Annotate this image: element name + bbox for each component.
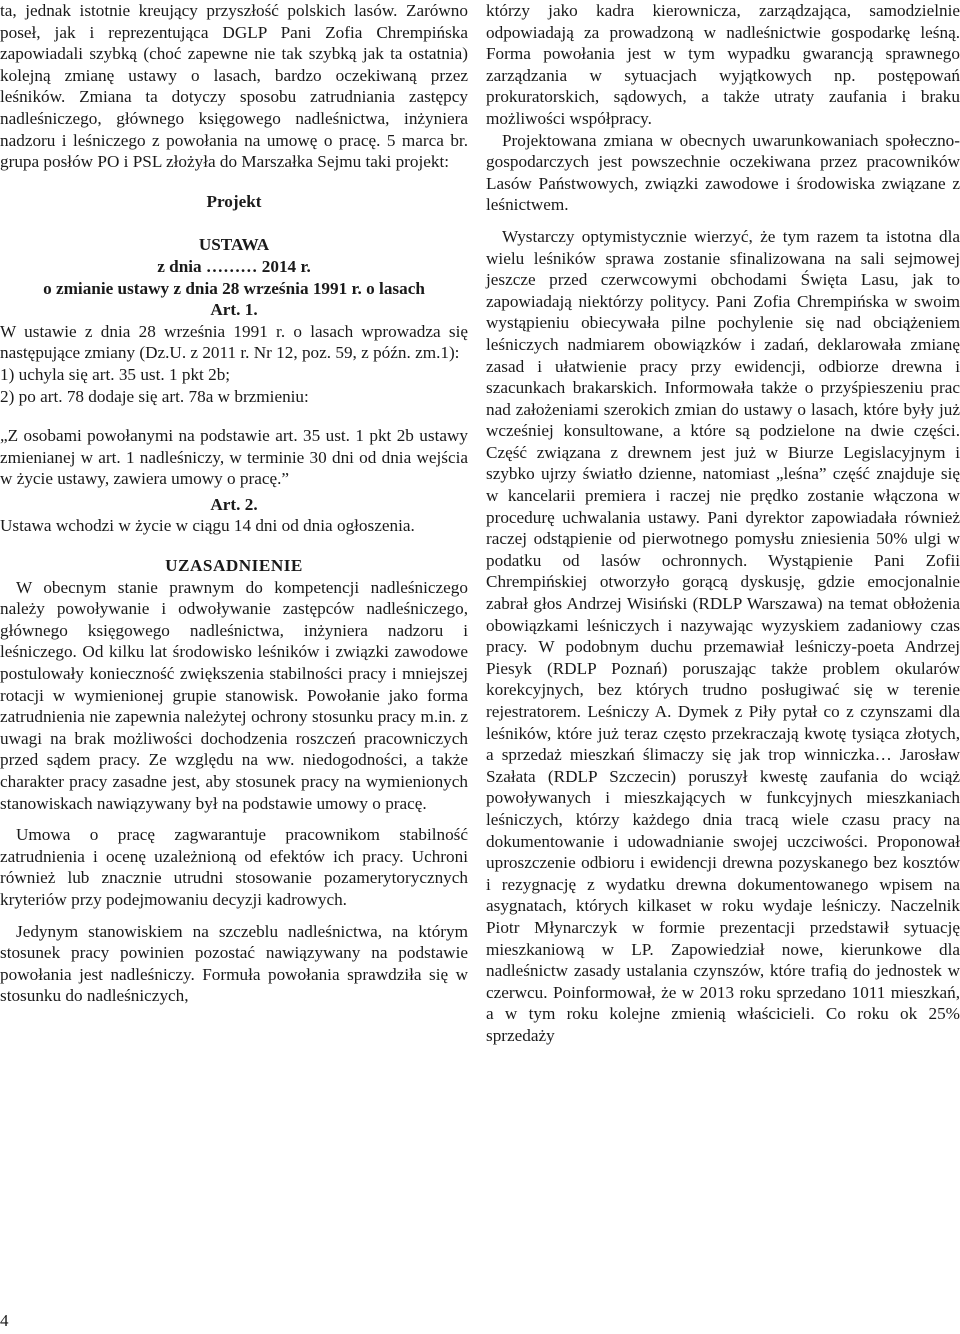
uzasadnienie-paragraph-2: Umowa o pracę zagwarantuje pracownikom stabilność zatrudnienia i ocenę uzależnioną od efektów ich pracy. Uchroni również lub znacznie utrudni stosowanie pozamerytorycznych kryteriów przy podejmowaniu decyzji kadrowych. (0, 825, 468, 909)
quoted-provision: „Z osobami powołanymi na podstawie art. 35 ust. 1 pkt 2b ustawy zmienianej w art. 1 nadleśniczy, w terminie 30 dni od dnia wejścia w życie ustawy, zawiera umowy o pracę.” (0, 426, 468, 489)
art1-point-1: 1) uchyla się art. 35 ust. 1 pkt 2b; (0, 364, 231, 384)
law-date: z dnia ……… 2014 r. (157, 256, 311, 276)
right-column (486, 0, 960, 1047)
intro-paragraph: ta, jednak istotnie kreujący przyszłość polskich lasów. Zarówno poseł, jak i reprezentująca DGLP Pani Zofia Chrempińska zapowiadali szybką (choć zapewne nie tak szybką jak ta ostatnia) kolejną zmianę ustawy o lasach, bardzo oczekiwaną przez leśników. Zmiana ta dotyczy sposobu zatrudniania zastępcy nadleśniczego, głównego księgowego nadleśnictwa, inżyniera nadzoru i leśniczego z powołania na umowę o pracę. 5 marca br. grupa posłów PO i PSL złożyła do Marszałka Sejmu taki projekt: (0, 1, 468, 172)
art1-point-2: 2) po art. 78 dodaje się art. 78a w brzmieniu: (0, 386, 309, 406)
art2-label: Art. 2. (210, 494, 258, 514)
right-paragraph-1: którzy jako kadra kierownicza, zarządzająca, samodzielnie odpowiadają za prowadzoną w nadleśnictwie gospodarkę leśną. Forma powołania jest w tym wypadku gwarancją sprawnego zarządzania w sytuacjach wyjątkowych np. postępowań prokuratorskich, sądowych, a także utraty zaufania i braku możliwości współpracy. (486, 1, 960, 128)
art2-text: Ustawa wchodzi w życie w ciągu 14 dni od dnia ogłoszenia. (0, 516, 415, 536)
ustawa-label: USTAWA (198, 235, 270, 255)
left-column (0, 0, 468, 1007)
projekt-label: Projekt (206, 191, 262, 211)
uzasadnienie-paragraph-1: W obecnym stanie prawnym do kompetencji nadleśniczego należy powoływanie i odwoływanie zastępców nadleśniczego, głównego księgowego nadleśnictwa, inżyniera nadzoru i leśniczego. Od kilku lat środowisko leśników i związki zawodowe postulowały konieczność zwiększenia stabilności pracy i mniejszej rotacji w wymienionej grupie stanowisk. Powołanie jako forma zatrudnienia nie zapewnia należytej ochrony stosunku pracy m.in. z uwagi na brak możliwości dochodzenia roszczeń pracowniczych przed sądem pracy. Ze względu na ww. niedogodności, a także charakter pracy zasadne jest, aby stosunek pracy na wymienionych stanowiskach nawiązywany był na podstawie umowy o pracę. (0, 577, 468, 813)
art1-text: W ustawie z dnia 28 września 1991 r. o lasach wprowadza się następujące zmiany (Dz.U. z 2011 r. Nr 12, poz. 59, z późn. zm.1): (0, 321, 468, 363)
art1-label: Art. 1. (210, 300, 258, 320)
law-title: o zmianie ustawy z dnia 28 września 1991 r. o lasach (43, 278, 425, 298)
uzasadnienie-paragraph-3: Jedynym stanowiskiem na szczeblu nadleśnictwa, na którym stosunek pracy powinien pozostać nawiązywany na podstawie powołania jest nadleśniczy. Formuła powołania sprawdziła się w stosunku do nadleśniczych, (0, 921, 468, 1006)
right-paragraph-3: Wystarczy optymistycznie wierzyć, że tym razem ta istotna dla wielu leśników sprawa zostanie sfinalizowana na sali sejmowej jeszcze przed czerwcowymi obchodami Święta Lasu, jak to zapowiadają niektórzy politycy. Pani Zofia Chrempińska w swoim wystąpieniu obiecywała pilne pochylenie się nad obciążeniem leśniczych nadmiarem obowiązków i zadań, deklarowała zmianę zasad i ułatwienie pracy przy ewidencji, odbiorze drewna i szacunkach brakarskich. Informowała także o przyśpieszeniu prac nad założeniami szerokich zmian do ustawy o lasach, które były już wcześniej konsultowane, a które są podzielone na dwie części. Część związana z drewnem jest już w Biurze Legislacyjnym i szybko ujrzy światło dzienne, natomiast „leśna” część znajduje się w kancelarii premiera i raczej nie prędko zostanie włączona w procedurę uchwalania ustawy. Pani dyrektor zapowiadała również raczej odstąpienie od pierwotnego pomysłu zniesienia 50% ulgi w podatku od lasów ochronnych. Wystąpienie Pani Zofii Chrempińskiej otworzyło gorącą dyskusję, gdzie emocjonalnie zabrał głos Andrzej Wisiński (RDLP Warszawa) na temat obłożenia obowiązkami leśniczych i nazywając wyzyskiem zadaniowy czas pracy. W podobnym duchu przemawiał leśniczy-poeta Andrzej Piesyk (RDLP Poznań) poruszając także problem okularów korekcyjnych, bez których trudno posługiwać się w terenie rejestratorem. Leśniczy A. Dymek z Piły pytał co z czynszami dla leśników, które już teraz często przekraczają kwotę tysiąca złotych, a sprzedaż mieszkań ślimaczy się jak trop winniczka… Jarosław Szałata (RDLP Szczecin) poruszył kwestę zaufania do wciąż powoływanych i mieszkających w funkcyjnych mieszkaniach leśniczych, którzy każdego dnia tracą wiele czasu pracy na dokumentowanie i udowadnianie swojej uczciwości. Proponował uproszczenie odbioru i ewidencji drewna pozyskanego bez kosztów i rezygnację z wydatku drewna dokumentowanego wpisem na asygnatach, których kilkaset w roku wydaje leśniczy. Naczelnik Piotr Młynarczyk w formie prezentacji przedstawił sytuację mieszkaniową w LP. Zapowiedział nowe, kierunkowe dla nadleśnictw zasady ustalania czynszów, które trafią do jednostek w czerwcu. Poinformował, że w 2013 roku sprzedano 1011 mieszkań, a w tym roku kolejne zmienią właścicieli. Co roku ok 25% sprzedaży (486, 226, 960, 1045)
right-paragraph-2: Projektowana zmiana w obecnych uwarunkowaniach społeczno-gospodarczych jest powszechnie oczekiwana przez pracowników Lasów Państwowych, związki zawodowe i środowiska związane z leśnictwem. (486, 130, 960, 215)
page-number: 4 (0, 1311, 9, 1330)
uzasadnienie-heading: UZASADNIENIE (165, 556, 303, 576)
